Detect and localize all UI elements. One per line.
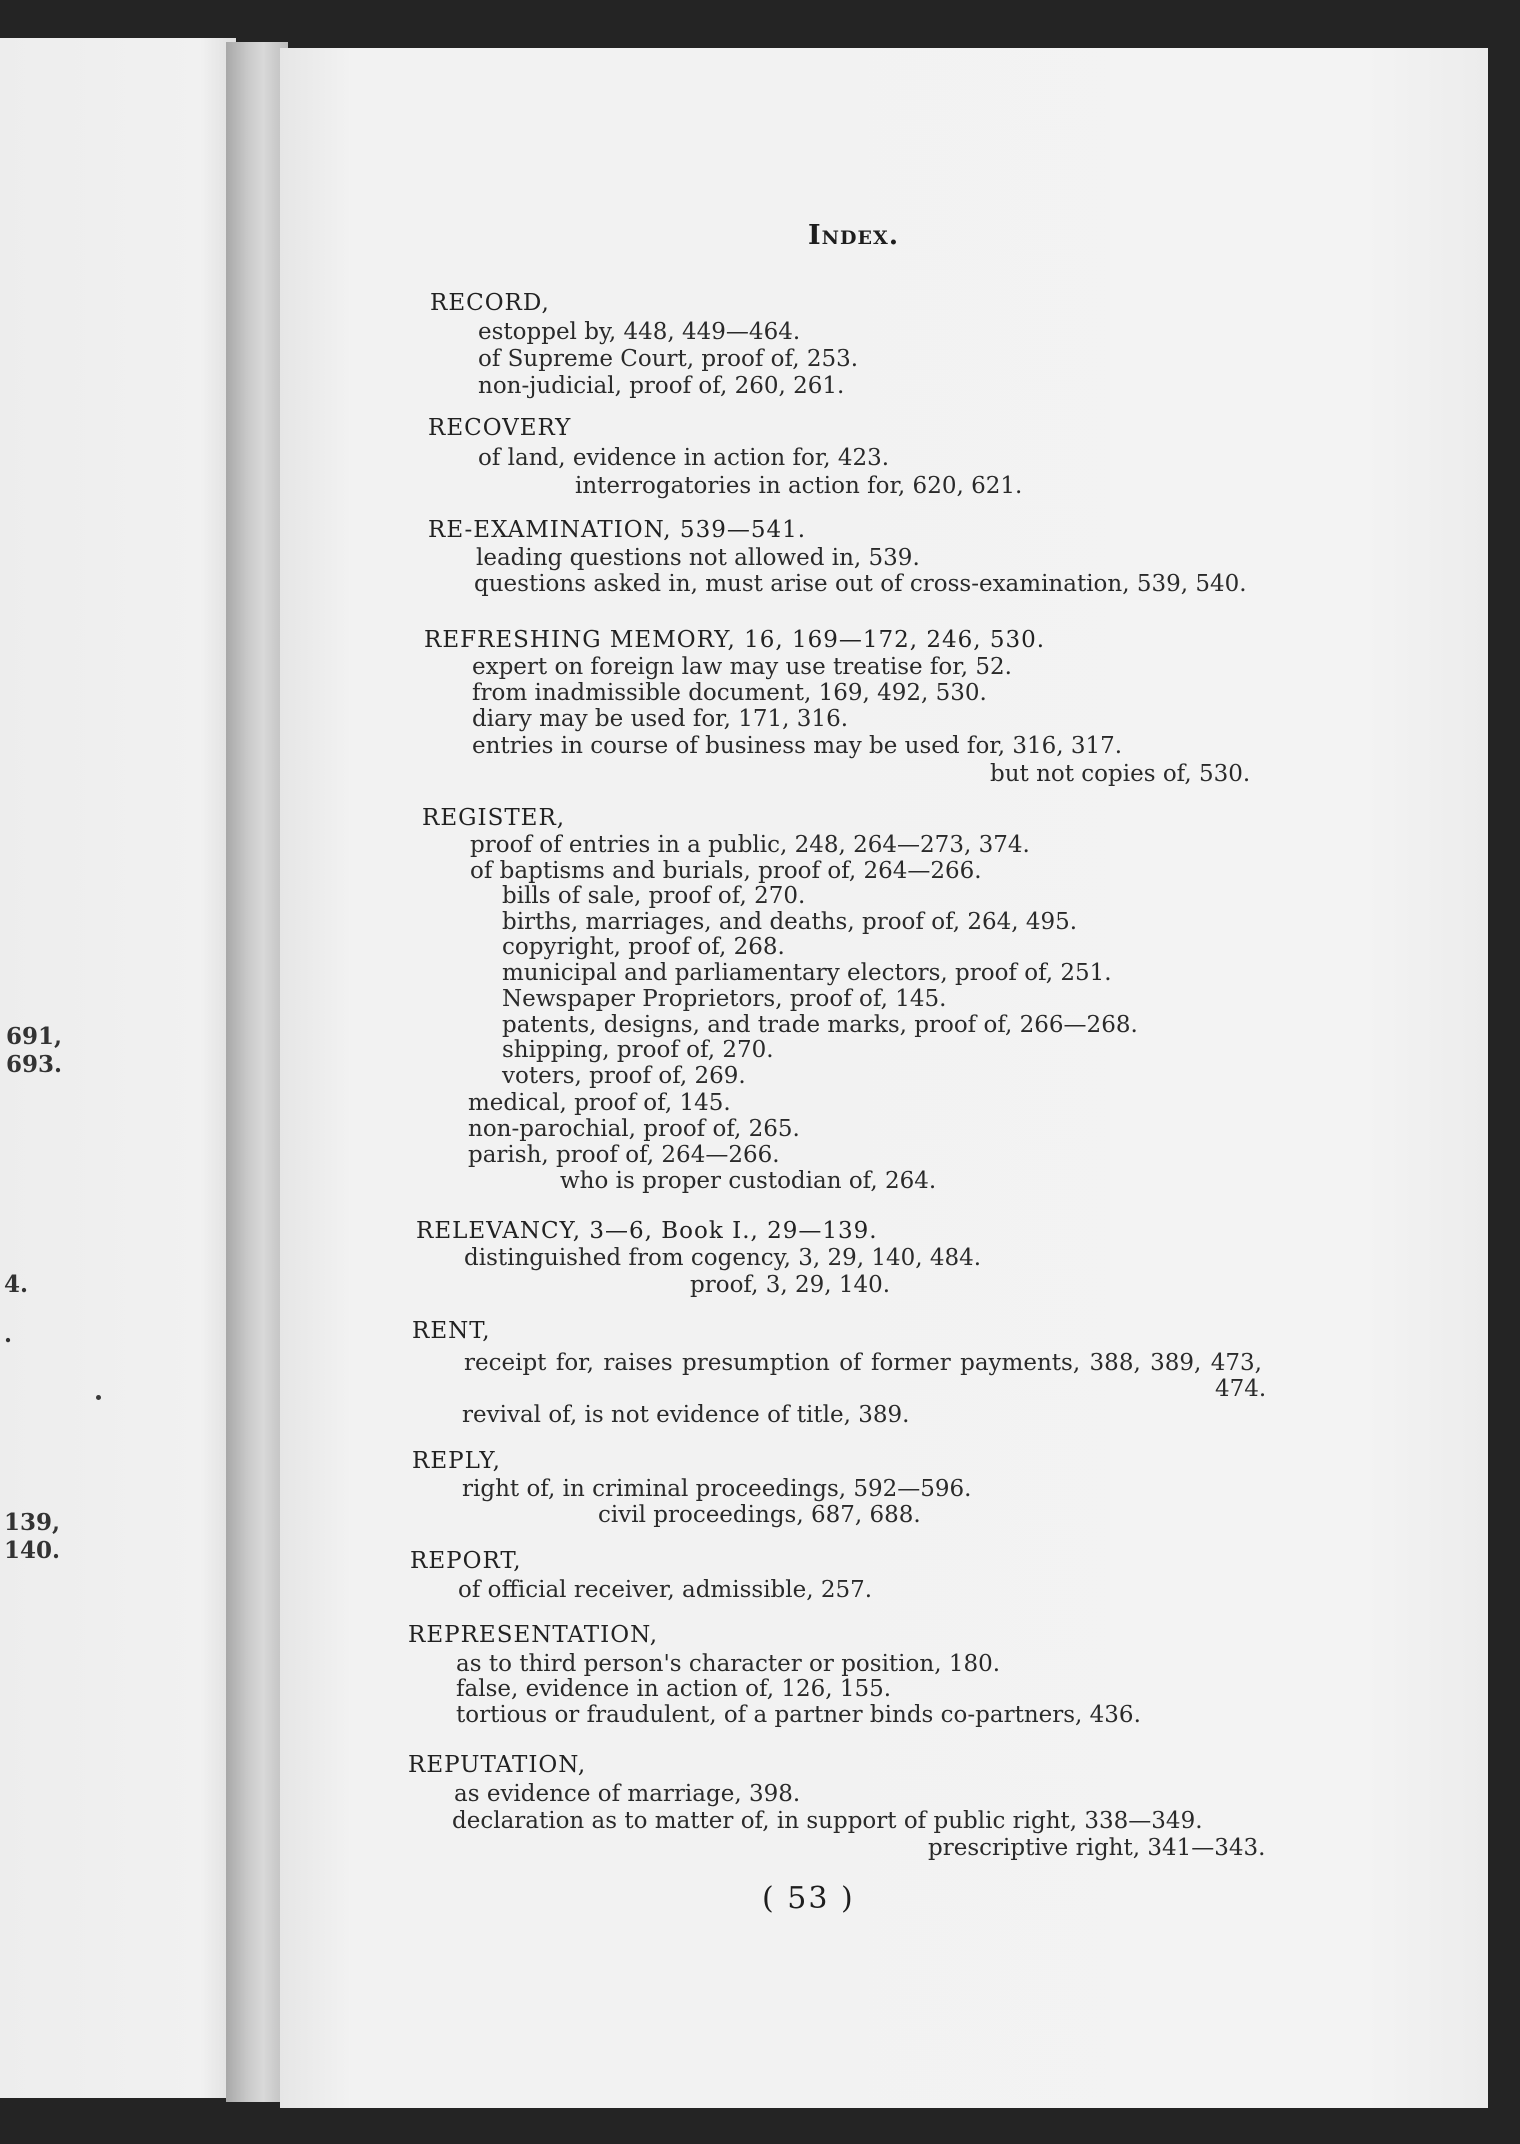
left-page-fragment: 693. <box>6 1051 63 1078</box>
index-subentry: patents, designs, and trade marks, proof of, 266—268. <box>502 1012 1138 1038</box>
index-subentry: tortious or fraudulent, of a partner binds co-partners, 436. <box>456 1702 1141 1728</box>
index-subentry: who is proper custodian of, 264. <box>560 1168 937 1194</box>
index-heading: REPORT, <box>410 1548 522 1574</box>
index-subentry: false, evidence in action of, 126, 155. <box>456 1676 892 1702</box>
index-subentry: right of, in criminal proceedings, 592—596. <box>462 1476 972 1502</box>
index-subentry: of Supreme Court, proof of, 253. <box>478 346 859 372</box>
index-heading: REGISTER, <box>422 805 566 831</box>
index-subentry: leading questions not allowed in, 539. <box>476 545 920 571</box>
index-subentry: parish, proof of, 264—266. <box>468 1142 780 1168</box>
index-subentry: of baptisms and burials, proof of, 264—266. <box>470 858 982 884</box>
index-subentry: non-parochial, proof of, 265. <box>468 1116 800 1142</box>
page-number: ( 53 ) <box>762 1881 855 1916</box>
speck <box>96 1395 101 1400</box>
index-subentry: interrogatories in action for, 620, 621. <box>575 473 1023 499</box>
left-page-fragment: 4. <box>4 1271 29 1298</box>
index-subentry: estoppel by, 448, 449—464. <box>478 319 801 345</box>
left-page-fragment: . <box>4 1321 13 1348</box>
index-subentry: copyright, proof of, 268. <box>502 934 785 960</box>
index-heading: RECOVERY <box>428 415 572 441</box>
index-subentry: diary may be used for, 171, 316. <box>472 706 849 732</box>
index-subentry: entries in course of business may be used for, 316, 317. <box>472 733 1123 759</box>
index-subentry: proof of entries in a public, 248, 264—273, 374. <box>470 832 1030 858</box>
index-subentry: distinguished from cogency, 3, 29, 140, 484. <box>464 1245 982 1271</box>
left-page-fragment: 691, <box>6 1023 63 1050</box>
index-heading: RENT, <box>412 1318 491 1344</box>
index-heading: RECORD, <box>430 290 550 316</box>
index-heading: REPRESENTATION, <box>408 1622 659 1648</box>
index-subentry: civil proceedings, 687, 688. <box>598 1502 921 1528</box>
index-subentry: shipping, proof of, 270. <box>502 1037 774 1063</box>
left-page-fragment: 139, <box>4 1509 61 1536</box>
index-heading: REFRESHING MEMORY, 16, 169—172, 246, 530. <box>424 627 1046 653</box>
index-subentry: 474. <box>1215 1376 1267 1402</box>
index-subentry: medical, proof of, 145. <box>468 1090 731 1116</box>
index-heading: REPLY, <box>412 1448 501 1474</box>
index-subentry: revival of, is not evidence of title, 389. <box>462 1402 910 1428</box>
page-header: Index. <box>808 220 900 251</box>
index-subentry: as evidence of marriage, 398. <box>454 1781 801 1807</box>
index-subentry: prescriptive right, 341—343. <box>928 1835 1266 1861</box>
index-subentry: but not copies of, 530. <box>990 761 1251 787</box>
index-heading: RE-EXAMINATION, 539—541. <box>428 517 807 543</box>
index-subentry: bills of sale, proof of, 270. <box>502 883 806 909</box>
index-heading: REPUTATION, <box>408 1752 587 1778</box>
book-gutter <box>226 42 288 2102</box>
index-subentry: declaration as to matter of, in support of public right, 338—349. <box>452 1808 1203 1834</box>
index-subentry: of official receiver, admissible, 257. <box>458 1577 873 1603</box>
index-subentry: proof, 3, 29, 140. <box>690 1272 891 1298</box>
left-page-fragment: 140. <box>4 1537 61 1564</box>
index-subentry: municipal and parliamentary electors, proof of, 251. <box>502 960 1112 986</box>
index-subentry: voters, proof of, 269. <box>502 1063 746 1089</box>
index-heading: RELEVANCY, 3—6, Book I., 29—139. <box>416 1218 878 1244</box>
index-subentry: Newspaper Proprietors, proof of, 145. <box>502 986 947 1012</box>
index-subentry: non-judicial, proof of, 260, 261. <box>478 373 845 399</box>
index-subentry: receipt for, raises presumption of former payments, 388, 389, 473, <box>464 1350 1262 1376</box>
index-subentry: births, marriages, and deaths, proof of, 264, 495. <box>502 909 1078 935</box>
index-subentry: as to third person's character or position, 180. <box>456 1651 1001 1677</box>
index-subentry: expert on foreign law may use treatise for, 52. <box>472 654 1012 680</box>
index-subentry: of land, evidence in action for, 423. <box>478 445 890 471</box>
index-subentry: from inadmissible document, 169, 492, 530. <box>472 680 987 706</box>
index-subentry: questions asked in, must arise out of cross-examination, 539, 540. <box>474 571 1247 597</box>
